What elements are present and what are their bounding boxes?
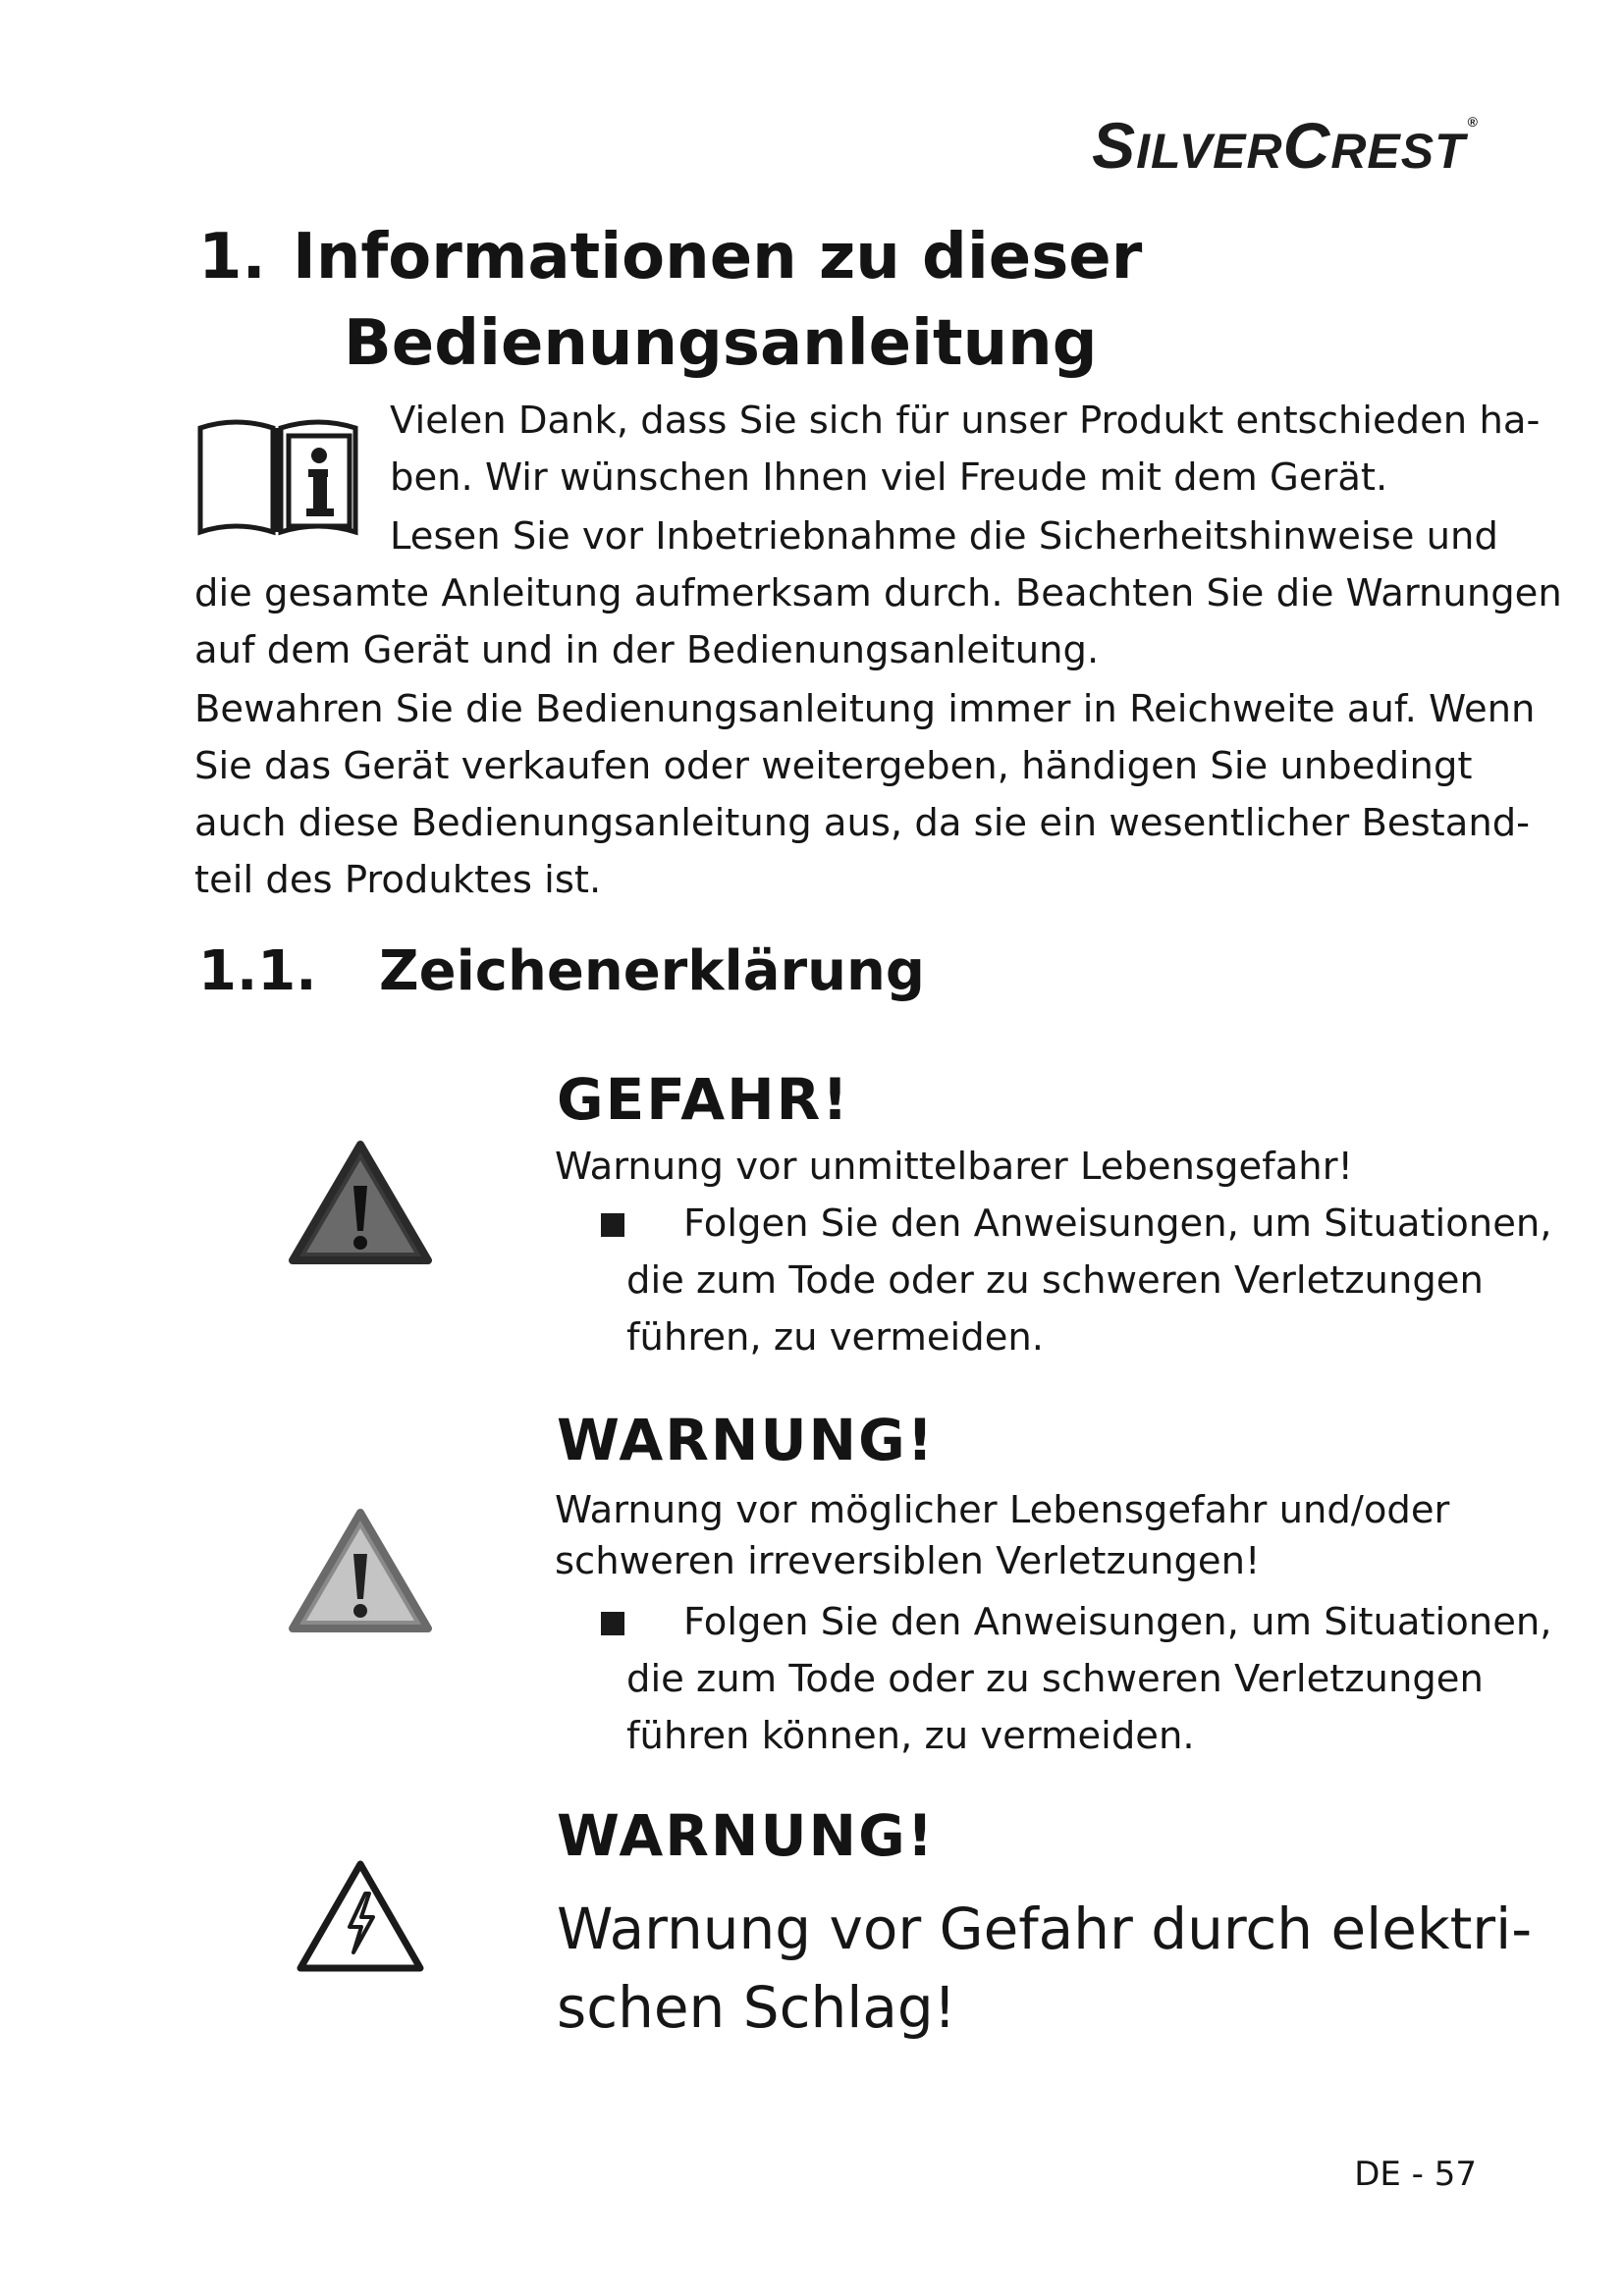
- signal-word: GEFAHR!: [557, 1066, 850, 1133]
- signal-description: schweren irreversiblen Verletzungen!: [555, 1539, 1261, 1583]
- subsection-title: Zeichenerklärung: [379, 939, 925, 1003]
- intro-line: Lesen Sie vor Inbetriebnahme die Sicherheitshinweise und: [390, 514, 1498, 559]
- section-title-line2: Bedienungsanleitung: [344, 307, 1098, 380]
- bullet-continuation: die zum Tode oder zu schweren Verletzungen: [626, 1657, 1484, 1701]
- brand-logo: SILVERCREST®: [1092, 109, 1479, 182]
- bullet-continuation: führen, zu vermeiden.: [626, 1315, 1045, 1360]
- intro-line: auf dem Gerät und in der Bedienungsanleitung.: [194, 628, 1100, 672]
- section-heading: [198, 214, 1142, 387]
- page-number: DE - 57: [1354, 2155, 1477, 2194]
- subsection-number: 1.1.: [198, 939, 317, 1003]
- signal-description: Warnung vor möglicher Lebensgefahr und/oder: [555, 1488, 1450, 1532]
- section-title-line1: Informationen zu dieser: [293, 221, 1143, 294]
- bullet-square-icon: [601, 1213, 624, 1237]
- section-number: 1.: [198, 221, 266, 294]
- signal-word: WARNUNG!: [557, 1407, 936, 1473]
- intro-line: auch diese Bedienungsanleitung aus, da sie ein wesentlicher Bestand-: [194, 801, 1531, 845]
- bullet-square-icon: [601, 1612, 624, 1635]
- intro-line: Sie das Gerät verkaufen oder weitergeben, händigen Sie unbedingt: [194, 744, 1473, 788]
- intro-line: Bewahren Sie die Bedienungsanleitung immer in Reichweite auf. Wenn: [194, 687, 1536, 731]
- intro-line: ben. Wir wünschen Ihnen viel Freude mit dem Gerät.: [390, 455, 1388, 500]
- signal-description: Warnung vor unmittelbarer Lebensgefahr!: [555, 1145, 1353, 1189]
- intro-line: die gesamte Anleitung aufmerksam durch. Beachten Sie die Warnungen: [194, 571, 1562, 615]
- subsection-heading: [198, 937, 925, 1006]
- bullet-continuation: die zum Tode oder zu schweren Verletzungen: [626, 1258, 1484, 1303]
- warning-triangle-light-icon: [287, 1507, 434, 1634]
- intro-line: Vielen Dank, dass Sie sich für unser Produkt entschieden ha-: [390, 399, 1541, 443]
- electric-shock-warning-icon: [295, 1858, 426, 1974]
- warning-triangle-dark-icon: [287, 1139, 434, 1266]
- intro-line: teil des Produktes ist.: [194, 858, 602, 902]
- bullet-continuation: führen können, zu vermeiden.: [626, 1714, 1195, 1758]
- signal-word: WARNUNG!: [557, 1802, 936, 1869]
- signal-big-description: Warnung vor Gefahr durch elektri- schen Schlag!: [557, 1896, 1533, 2041]
- book-info-icon: [196, 414, 359, 538]
